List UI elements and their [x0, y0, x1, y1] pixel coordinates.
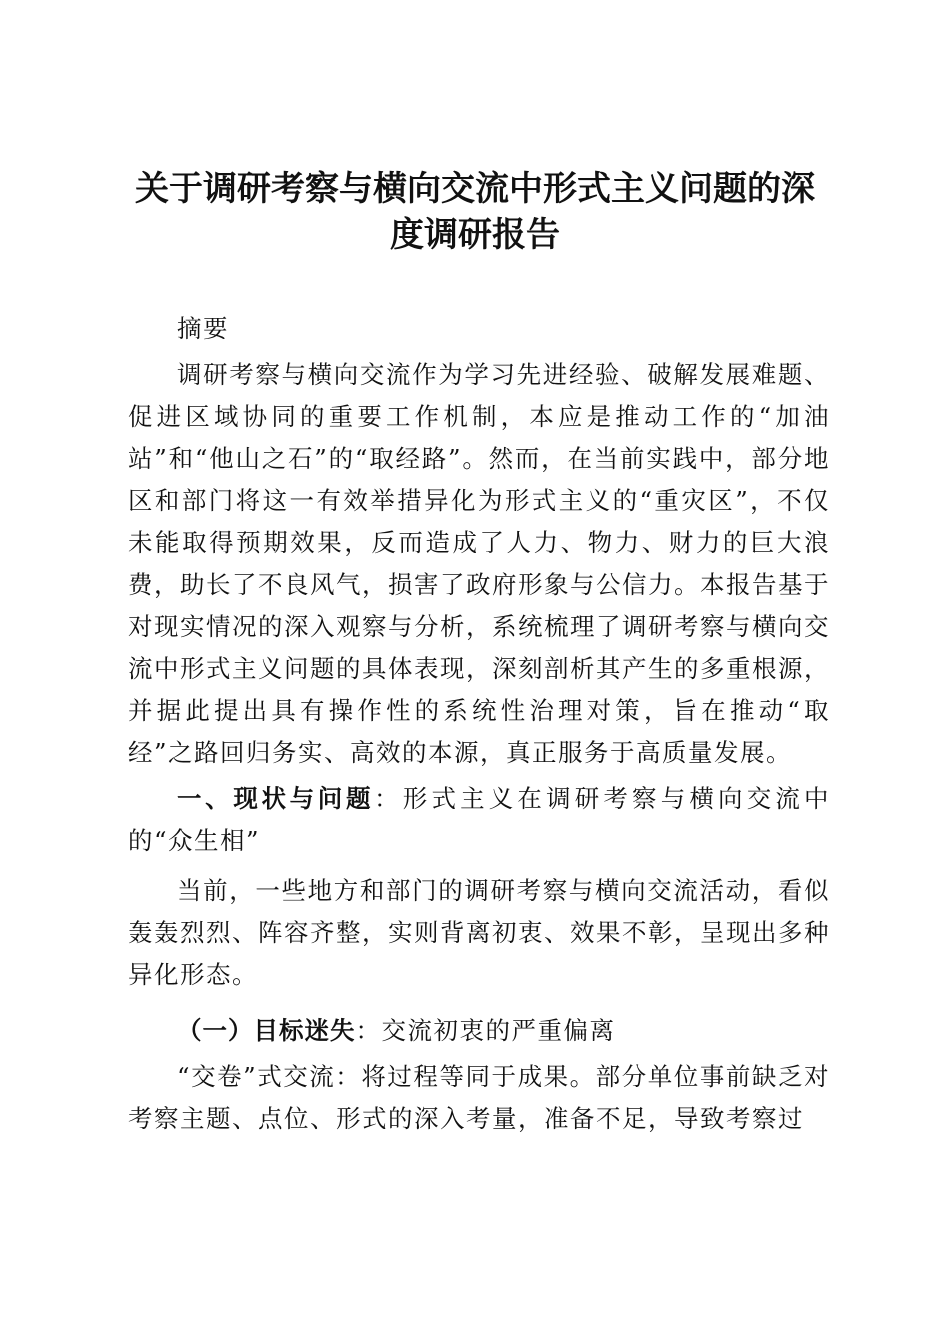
abstract-heading: 摘要	[177, 314, 229, 343]
section-1-intro-paragraph: 当前，一些地方和部门的调研考察与横向交流活动，看似轰轰烈烈、阵容齐整，实则背离初衷、效果不彰，呈现出多种异化形态。	[128, 876, 830, 989]
title-line-1: 关于调研考察与横向交流中形式主义问题的深	[135, 169, 815, 209]
section-1-heading-bold: 一、现状与问题	[177, 784, 375, 813]
subsection-1-heading	[128, 1010, 830, 1052]
document-body	[128, 308, 830, 1140]
subsection-1-paragraph: “交卷”式交流：将过程等同于成果。部分单位事前缺乏对考察主题、点位、形式的深入考量，准备不足，导致考察过	[128, 1062, 830, 1133]
subsection-1-heading-bold: （一）目标迷失	[177, 1016, 356, 1045]
section-1-heading	[128, 778, 830, 862]
abstract-paragraph: 调研考察与横向交流作为学习先进经验、破解发展难题、促进区域协同的重要工作机制，本应是推动工作的“加油站”和“他山之石”的“取经路”。然而，在当前实践中，部分地区和部门将这一有效举措异化为形式主义的“重灾区”，不仅未能取得预期效果，反而造成了人力、物力、财力的巨大浪费，助长了不良风气，损害了政府形象与公信力。本报告基于对现实情况的深入观察与分析，系统梳理了调研考察与横向交流中形式主义问题的具体表现，深刻剖析其产生的多重根源，并据此提出具有操作性的系统性治理对策，旨在推动“取经”之路回归务实、高效的本源，真正服务于高质量发展。	[128, 360, 830, 767]
subsection-1-heading-rest: ：交流初衷的严重偏离	[355, 1016, 616, 1045]
title-line-2: 度调研报告	[390, 215, 560, 255]
section-1-heading-rest: ：形式主义在调研考察与横向交流中的“众生相”	[128, 784, 831, 855]
page-title	[110, 166, 840, 258]
